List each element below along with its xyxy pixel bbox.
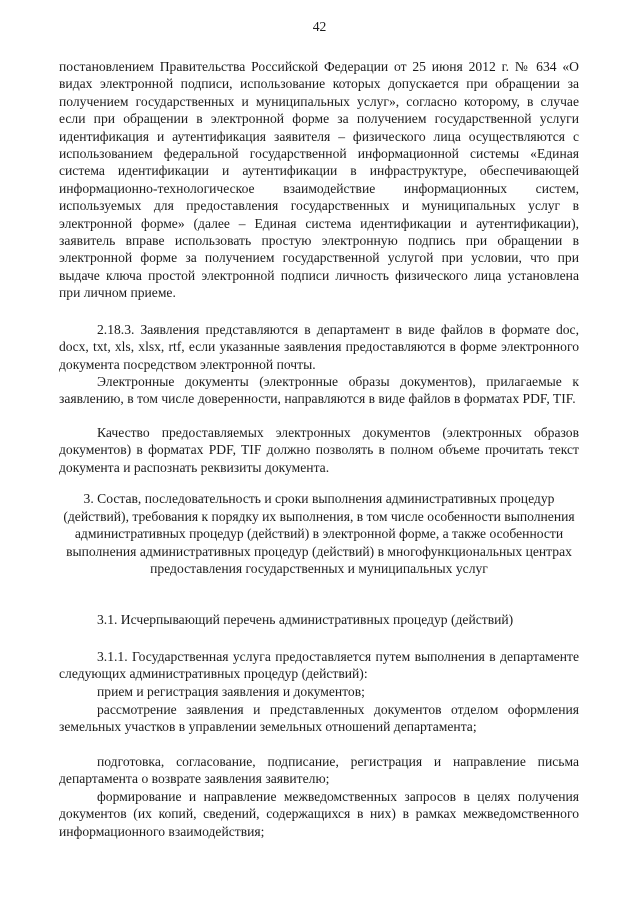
section-3-heading: 3. Состав, последовательность и сроки выполнения административных процедур (действий), требования к порядку их выполнения, в том числе особенности выполнения административных процедур (действий) в электронной форме, а также особенности выполнения административных процедур (действий) в многофункциональных центрах предоставления государственных и муниципальных услуг bbox=[63, 491, 575, 577]
page-number: 42 bbox=[312, 19, 327, 34]
paragraph-3-1-1: 3.1.1. Государственная услуга предоставляется путем выполнения в департаменте следующих административных процедур (действий): bbox=[59, 649, 579, 682]
paragraph-2-18-3: 2.18.3. Заявления представляются в департамент в виде файлов в формате doc, docx, txt, xls, xlsx, rtf, если указанные заявления предоставляются в форме электронного документа посредством электронной почты. bbox=[59, 322, 579, 372]
procedure-item-reception: прием и регистрация заявления и документов; bbox=[97, 684, 365, 699]
paragraph-document-quality: Качество предоставляемых электронных документов (электронных образов документов) в форматах PDF, TIF должно позволять в полном объеме прочитать текст документа и распознать реквизиты документа. bbox=[59, 425, 579, 475]
paragraph-electronic-documents: Электронные документы (электронные образы документов), прилагаемые к заявлению, в том числе доверенности, направляются в виде файлов в форматах PDF, TIF. bbox=[59, 374, 579, 407]
procedure-item-interagency-requests: формирование и направление межведомственных запросов в целях получения документов (их копий, сведений, содержащихся в них) в рамках межведомственного информационного взаимодействия; bbox=[59, 789, 579, 839]
subsection-3-1-heading: 3.1. Исчерпывающий перечень административных процедур (действий) bbox=[97, 612, 514, 627]
paragraph-continuation: постановлением Правительства Российской Федерации от 25 июня 2012 г. № 634 «О видах электронной подписи, использование которых допускается при обращении за получением государственных и муниципальных услуг», согласно которому, в случае если при обращении в электронной форме за получением государственной услуги идентификация и аутентификация заявителя – физического лица осуществляются с использованием федеральной государственной информационной системы «Единая система идентификации и аутентификации в инфраструктуре, обеспечивающей информационно-технологическое взаимодействие информационных систем, используемых для предоставления государственных и муниципальных услуг в электронной форме» (далее – Единая система идентификации и аутентификации), заявитель вправе использовать простую электронную подпись при обращении в электронной форме за получением государственной услугой при условии, что при выдаче ключа простой электронной подписи личность физического лица установлена при личном приеме. bbox=[59, 59, 579, 301]
procedure-item-review: рассмотрение заявления и представленных документов отделом оформления земельных участков в управлении земельных отношений департамента; bbox=[59, 702, 579, 735]
procedure-item-return-letter: подготовка, согласование, подписание, регистрация и направление письма департамента о возврате заявления заявителю; bbox=[59, 754, 579, 787]
